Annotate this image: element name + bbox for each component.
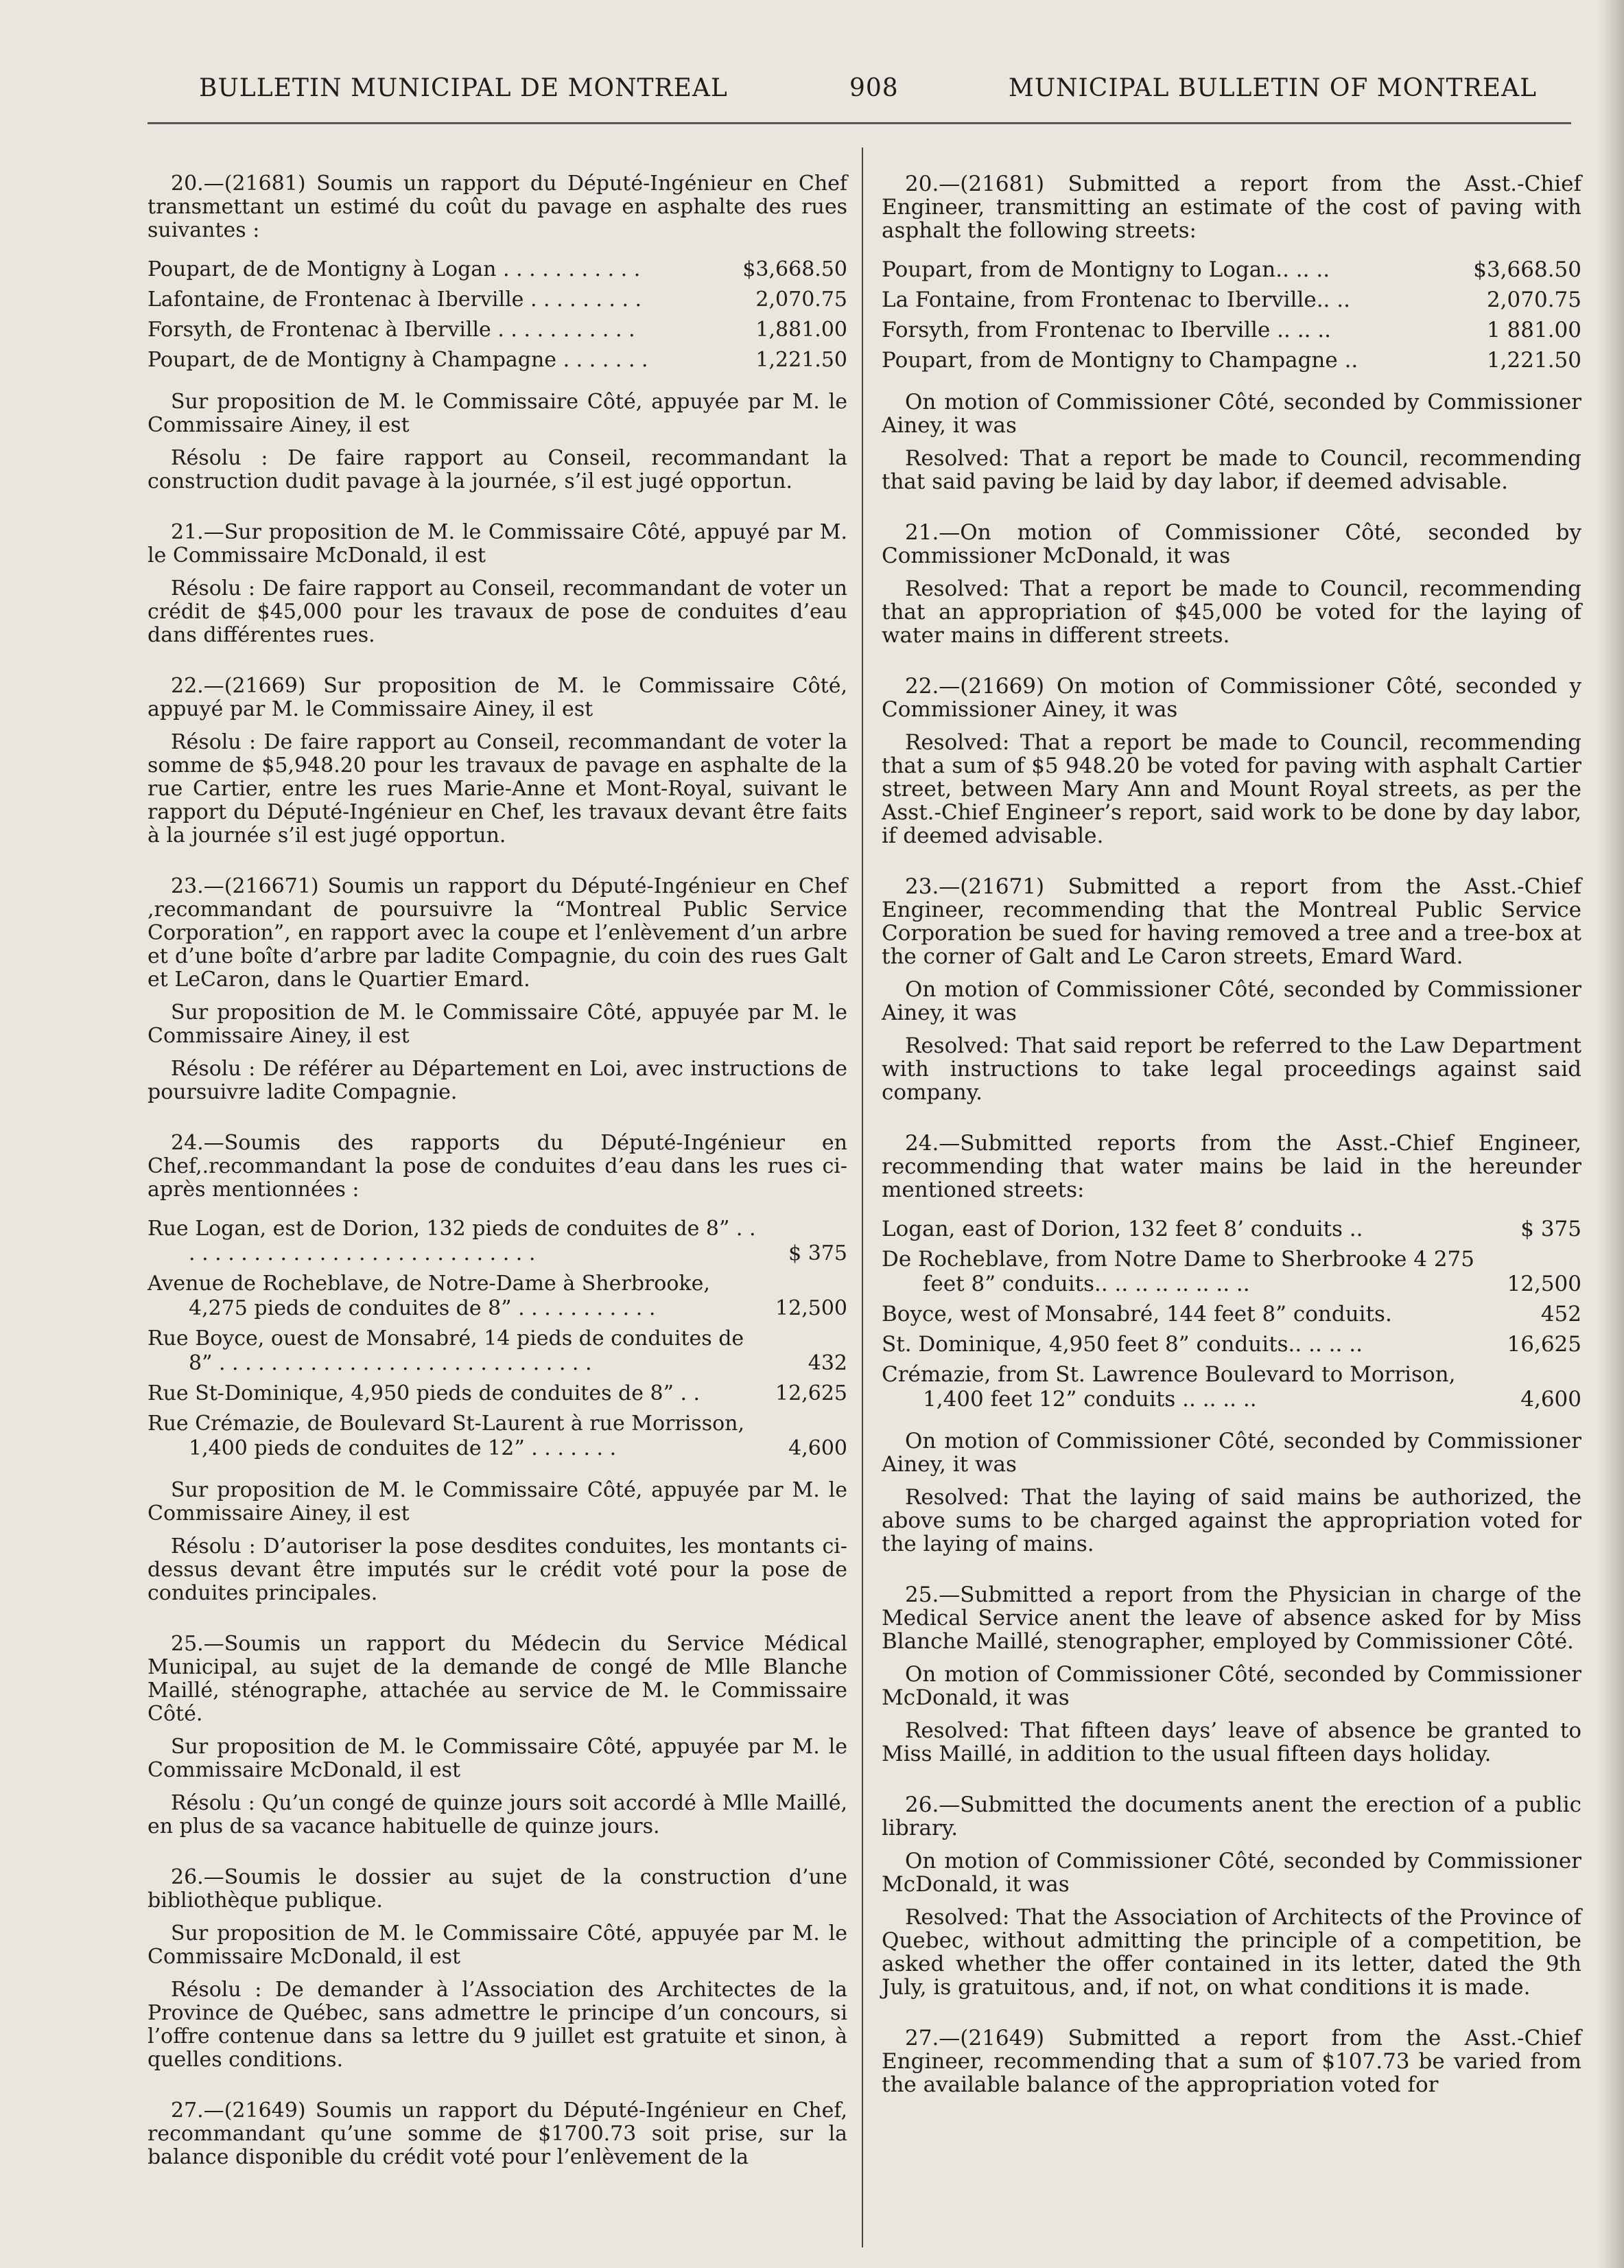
row-amount: $ 375 bbox=[788, 1241, 847, 1265]
row-amount: 1,221.50 bbox=[755, 348, 847, 372]
en-item-26 bbox=[882, 1793, 1581, 1999]
table-row bbox=[882, 318, 1581, 342]
fr-item-23 bbox=[148, 875, 847, 1104]
en-23-motion: On motion of Commissioner Côté, seconded by Commissioner Ainey, it was bbox=[882, 977, 1581, 1025]
row-amount: 2,070.75 bbox=[755, 288, 847, 312]
fr-21-resolved: Résolu : De faire rapport au Conseil, recommandant de voter un crédit de $45,000 pour les travaux de pose de conduites d’eau dans différentes rues. bbox=[148, 576, 847, 647]
fr-26-motion: Sur proposition de M. le Commissaire Côté, appuyée par M. le Commissaire McDonald, il est bbox=[148, 1921, 847, 1969]
fr-item-20 bbox=[148, 172, 847, 493]
fr-20-intro: 20.—(21681) Soumis un rapport du Député-Ingénieur en Chef transmettant un estimé du coût du pavage en asphalte des rues suivantes : bbox=[148, 172, 847, 242]
header-rule bbox=[148, 122, 1571, 124]
row-amount: 16,625 bbox=[1507, 1332, 1581, 1357]
en-item-23 bbox=[882, 875, 1581, 1104]
en-26-resolved: Resolved: That the Association of Architects of the Province of Quebec, without admitting the principle of a competition, be asked whether the offer contained in its letter, dated the 9th July, is gratuitous, and, if not, on what conditions it is made. bbox=[882, 1905, 1581, 2000]
fr-25-resolved: Résolu : Qu’un congé de quinze jours soit accordé à Mlle Maillé, en plus de sa vacance habituelle de quinze jours. bbox=[148, 1791, 847, 1838]
fr-22-resolved: Résolu : De faire rapport au Conseil, recommandant de voter la somme de $5,948.20 pour les travaux de pavage en asphalte de la rue Cartier, entre les rues Marie-Anne et Mont-Royal, suivant le rapport du Député-Ingénieur en Chef, les travaux devant être faits à la journée s’il est jugé opportun. bbox=[148, 730, 847, 847]
row-label: Rue St-Dominique, 4,950 pieds de conduites de 8” . . bbox=[148, 1381, 701, 1405]
fr-24-resolved: Résolu : D’autoriser la pose desdites conduites, les montants ci-dessus devant être imputés sur le crédit voté pour la pose de conduites principales. bbox=[148, 1534, 847, 1605]
row-label: Boyce, west of Monsabré, 144 feet 8” conduits. bbox=[882, 1302, 1392, 1326]
row-label: Poupart, from de Montigny to Logan.. .. .. bbox=[882, 257, 1330, 282]
page-edge-shadow bbox=[1598, 0, 1624, 2268]
fr-item-25 bbox=[148, 1633, 847, 1838]
fr-20-motion: Sur proposition de M. le Commissaire Côté, appuyée par M. le Commissaire Ainey, il est bbox=[148, 390, 847, 437]
en-25-intro: 25.—Submitted a report from the Physician in charge of the Medical Service anent the leave of absence asked for by Miss Blanche Maillé, stenographer, employed by Commissioner Côté. bbox=[882, 1582, 1581, 1654]
fr-20-cost-table bbox=[148, 257, 847, 373]
fr-22-motion: 22.—(21669) Sur proposition de M. le Commissaire Côté, appuyé par M. le Commissaire Ainey, il est bbox=[148, 674, 847, 721]
row-label: La Fontaine, from Frontenac to Iberville.. .. bbox=[882, 288, 1350, 312]
en-22-resolved: Resolved: That a report be made to Council, recommending that a sum of $5 948.20 be voted for paving with asphalt Cartier street, between Mary Ann and Mount Royal streets, as per the Asst.-Chief Engineer’s report, said work to be done by day labor, if deemed advisable. bbox=[882, 730, 1581, 848]
fr-23-motion: Sur proposition de M. le Commissaire Côté, appuyée par M. le Commissaire Ainey, il est bbox=[148, 1001, 847, 1048]
english-column bbox=[882, 154, 1581, 2124]
row-amount: $3,668.50 bbox=[742, 257, 847, 281]
fr-item-24 bbox=[148, 1132, 847, 1605]
table-row bbox=[882, 1332, 1581, 1357]
en-item-27 bbox=[882, 2026, 1581, 2096]
en-item-22 bbox=[882, 675, 1581, 847]
fr-25-motion: Sur proposition de M. le Commissaire Côté, appuyée par M. le Commissaire McDonald, il est bbox=[148, 1735, 847, 1782]
page-header bbox=[199, 74, 1537, 115]
fr-item-21 bbox=[148, 521, 847, 647]
row-amount: 1 881.00 bbox=[1486, 318, 1581, 342]
fr-25-intro: 25.—Soumis un rapport du Médecin du Service Médical Municipal, au sujet de la demande de congé de Mlle Blanche Maillé, sténographe, attachée au service de M. le Commissaire Côté. bbox=[148, 1632, 847, 1726]
row-label: Rue Boyce, ouest de Monsabré, 14 pieds de conduites de 8” . . . . . . . . . . . . . . . . . . . . . . . . . . . . . bbox=[148, 1326, 744, 1375]
table-row bbox=[882, 1217, 1581, 1241]
table-row bbox=[148, 1272, 847, 1321]
en-item-24 bbox=[882, 1132, 1581, 1556]
row-amount: 432 bbox=[808, 1351, 847, 1375]
row-label: Forsyth, from Frontenac to Iberville .. .. .. bbox=[882, 318, 1331, 342]
en-item-20 bbox=[882, 172, 1581, 493]
row-label: Crémazie, from St. Lawrence Boulevard to Morrison, 1,400 feet 12” conduits .. .. .. .. bbox=[882, 1362, 1456, 1412]
table-row bbox=[882, 1302, 1581, 1326]
table-row bbox=[148, 1412, 847, 1461]
en-20-intro: 20.—(21681) Submitted a report from the Asst.-Chief Engineer, transmitting an estimate of the cost of paving with asphalt the following streets: bbox=[882, 172, 1581, 243]
header-title-french: BULLETIN MUNICIPAL DE MONTREAL bbox=[199, 74, 728, 102]
en-20-cost-table bbox=[882, 257, 1581, 373]
en-23-intro: 23.—(21671) Submitted a report from the Asst.-Chief Engineer, recommending that the Montreal Public Service Corporation be sued for having removed a tree and a tree-box at the corner of Galt and Le Caron streets, Emard Ward. bbox=[882, 874, 1581, 969]
en-25-motion: On motion of Commissioner Côté, seconded by Commissioner McDonald, it was bbox=[882, 1662, 1581, 1710]
row-label: Rue Crémazie, de Boulevard St-Laurent à rue Morrisson, 1,400 pieds de conduites de 12” . . . . . . . bbox=[148, 1412, 745, 1460]
en-item-21 bbox=[882, 521, 1581, 647]
row-amount: 4,600 bbox=[788, 1436, 847, 1460]
table-row bbox=[148, 1381, 847, 1406]
fr-21-motion: 21.—Sur proposition de M. le Commissaire Côté, appuyé par M. le Commissaire McDonald, il est bbox=[148, 520, 847, 568]
en-23-resolved: Resolved: That said report be referred to the Law Department with instructions to take legal proceedings against said company. bbox=[882, 1033, 1581, 1105]
row-label: Logan, east of Dorion, 132 feet 8’ conduits .. bbox=[882, 1217, 1363, 1241]
en-24-intro: 24.—Submitted reports from the Asst.-Chief Engineer, recommending that water mains be laid in the hereunder mentioned streets: bbox=[882, 1131, 1581, 1202]
fr-item-22 bbox=[148, 675, 847, 847]
header-title-english: MUNICIPAL BULLETIN OF MONTREAL bbox=[1008, 74, 1537, 102]
row-amount: 452 bbox=[1540, 1302, 1581, 1326]
en-26-intro: 26.—Submitted the documents anent the erection of a public library. bbox=[882, 1792, 1581, 1840]
en-24-mains-table bbox=[882, 1217, 1581, 1412]
en-21-resolved: Resolved: That a report be made to Council, recommending that an appropriation of $45,000 be voted for the laying of water mains in different streets. bbox=[882, 576, 1581, 648]
row-amount: 12,625 bbox=[775, 1381, 847, 1405]
table-row bbox=[882, 288, 1581, 312]
fr-24-motion: Sur proposition de M. le Commissaire Côté, appuyée par M. le Commissaire Ainey, il est bbox=[148, 1478, 847, 1525]
fr-item-27 bbox=[148, 2099, 847, 2169]
en-27-intro: 27.—(21649) Submitted a report from the Asst.-Chief Engineer, recommending that a sum of $107.73 be varied from the available balance of the appropriation voted for bbox=[882, 2026, 1581, 2097]
table-row bbox=[148, 348, 847, 373]
row-label: Avenue de Rocheblave, de Notre-Dame à Sherbrooke, 4,275 pieds de conduites de 8” . . . . . . . . . . . bbox=[148, 1272, 710, 1320]
fr-26-intro: 26.—Soumis le dossier au sujet de la construction d’une bibliothèque publique. bbox=[148, 1865, 847, 1913]
en-24-resolved: Resolved: That the laying of said mains be authorized, the above sums to be charged against the appropriation voted for the laying of mains. bbox=[882, 1485, 1581, 1556]
table-row bbox=[882, 1247, 1581, 1296]
fr-23-resolved: Résolu : De référer au Département en Loi, avec instructions de poursuivre ladite Compagnie. bbox=[148, 1057, 847, 1104]
row-amount: 4,600 bbox=[1520, 1387, 1581, 1412]
row-amount: 1,881.00 bbox=[755, 318, 847, 342]
row-label: Poupart, de de Montigny à Champagne . . . . . . . bbox=[148, 348, 648, 372]
en-20-resolved: Resolved: That a report be made to Council, recommending that said paving be laid by day labor, if deemed advisable. bbox=[882, 446, 1581, 494]
row-label: Lafontaine, de Frontenac à Iberville . . . . . . . . . bbox=[148, 288, 642, 312]
fr-27-intro: 27.—(21649) Soumis un rapport du Député-Ingénieur en Chef, recommandant qu’une somme de $1700.73 soit prise, sur la balance disponible du crédit voté pour l’enlèvement de la bbox=[148, 2099, 847, 2169]
table-row bbox=[882, 348, 1581, 373]
row-label: St. Dominique, 4,950 feet 8” conduits.. .. .. .. bbox=[882, 1332, 1363, 1357]
en-21-motion: 21.—On motion of Commissioner Côté, seconded by Commissioner McDonald, it was bbox=[882, 520, 1581, 568]
table-row bbox=[148, 318, 847, 342]
row-label: De Rocheblave, from Notre Dame to Sherbrooke 4 275 feet 8” conduits.. .. .. .. .. .. .. .. bbox=[882, 1247, 1475, 1296]
fr-24-mains-table bbox=[148, 1217, 847, 1461]
fr-24-intro: 24.—Soumis des rapports du Député-Ingénieur en Chef,.recommandant la pose de conduites d’eau dans les rues ci-après mentionnées : bbox=[148, 1131, 847, 1202]
table-row bbox=[148, 1326, 847, 1376]
fr-23-intro: 23.—(216671) Soumis un rapport du Député-Ingénieur en Chef ,recommandant de poursuivre la “Montreal Public Service Corporation”, en rapport avec la coupe et l’enlèvement d’un arbre et d’une boîte d’arbre par ladite Compagnie, du coin des rues Galt et LeCaron, dans le Quartier Emard. bbox=[148, 874, 847, 992]
en-26-motion: On motion of Commissioner Côté, seconded by Commissioner McDonald, it was bbox=[882, 1849, 1581, 1897]
page-number: 908 bbox=[849, 74, 899, 102]
en-24-motion: On motion of Commissioner Côté, seconded by Commissioner Ainey, it was bbox=[882, 1429, 1581, 1477]
column-divider bbox=[862, 148, 863, 2247]
fr-item-26 bbox=[148, 1866, 847, 2072]
fr-26-resolved: Résolu : De demander à l’Association des Architectes de la Province de Québec, sans admettre le principe d’un concours, si l’offre contenue dans sa lettre du 9 juillet est gratuite et sinon, à quelles conditions. bbox=[148, 1978, 847, 2072]
table-row bbox=[882, 257, 1581, 282]
en-item-25 bbox=[882, 1583, 1581, 1766]
en-22-motion: 22.—(21669) On motion of Commissioner Côté, seconded y Commissioner Ainey, it was bbox=[882, 674, 1581, 722]
row-amount: 12,500 bbox=[1507, 1272, 1581, 1296]
fr-20-resolved: Résolu : De faire rapport au Conseil, recommandant la construction dudit pavage à la journée, s’il est jugé opportun. bbox=[148, 446, 847, 493]
row-label: Poupart, from de Montigny to Champagne .. bbox=[882, 348, 1358, 373]
en-25-resolved: Resolved: That fifteen days’ leave of absence be granted to Miss Maillé, in addition to the usual fifteen days holiday. bbox=[882, 1718, 1581, 1766]
row-amount: $ 375 bbox=[1520, 1217, 1581, 1241]
french-column bbox=[148, 154, 847, 2197]
row-label: Forsyth, de Frontenac à Iberville . . . . . . . . . . . bbox=[148, 318, 635, 342]
row-label: Poupart, de de Montigny à Logan . . . . . . . . . . . bbox=[148, 257, 641, 281]
table-row bbox=[148, 1217, 847, 1266]
row-amount: 1,221.50 bbox=[1486, 348, 1581, 373]
table-row bbox=[882, 1362, 1581, 1412]
row-amount: 2,070.75 bbox=[1486, 288, 1581, 312]
row-amount: 12,500 bbox=[775, 1296, 847, 1320]
en-20-motion: On motion of Commissioner Côté, seconded by Commissioner Ainey, it was bbox=[882, 390, 1581, 438]
table-row bbox=[148, 288, 847, 312]
table-row bbox=[148, 257, 847, 282]
row-label: Rue Logan, est de Dorion, 132 pieds de conduites de 8” . . . . . . . . . . . . . . . . . . . . . . . . . . . . . bbox=[148, 1217, 756, 1265]
row-amount: $3,668.50 bbox=[1473, 257, 1581, 282]
